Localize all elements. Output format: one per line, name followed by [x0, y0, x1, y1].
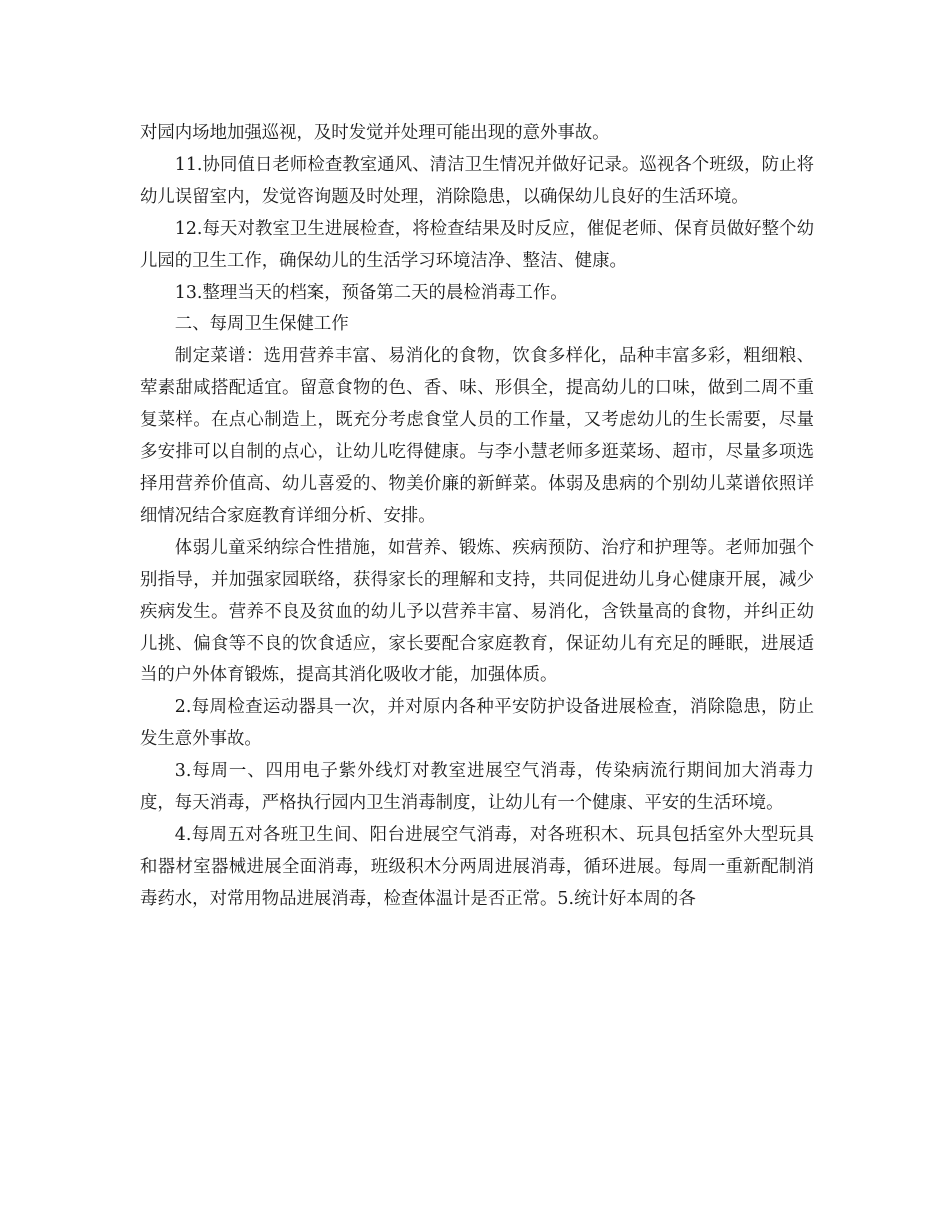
paragraph-item-3: 3.每周一、四用电子紫外线灯对教室进展空气消毒，传染病流行期间加大消毒力度，每天消毒，严格执行园内卫生消毒制度，让幼儿有一个健康、平安的生活环境。 — [140, 761, 814, 814]
paragraph-item-2: 2.每周检查运动器具一次，并对原内各种平安防护设备进展检查，消除隐患，防止发生意外事故。 — [140, 697, 814, 750]
paragraph-menu: 制定菜谱：选用营养丰富、易消化的食物，饮食多样化，品种丰富多彩，粗细粮、荤素甜咸搭配适宜。留意食物的色、香、味、形俱全，提高幼儿的口味，做到二周不重复菜样。在点心制造上，既充分考虑食堂人员的工作量，又考虑幼儿的生长需要，尽量多安排可以自制的点心，让幼儿吃得健康。与李小慧老师多逛菜场、超市，尽量多项选择用营养价值高、幼儿喜爱的、物美价廉的新鲜菜。体弱及患病的个别幼儿菜谱依照详细情况结合家庭教育详细分析、安排。 — [140, 346, 814, 526]
paragraph-weak-children: 体弱儿童采纳综合性措施，如营养、锻炼、疾病预防、治疗和护理等。老师加强个别指导，并加强家园联络，获得家长的理解和支持，共同促进幼儿身心健康开展，减少疾病发生。营养不良及贫血的幼儿予以营养丰富、易消化，含铁量高的食物，并纠正幼儿挑、偏食等不良的饮食适应，家长要配合家庭教育，保证幼儿有充足的睡眠，进展适当的户外体育锻炼，提高其消化吸收才能，加强体质。 — [140, 537, 814, 686]
paragraph-2: 11.协同值日老师检查教室通风、清洁卫生情况并做好记录。巡视各个班级，防止将幼儿误留室内，发觉咨询题及时处理，消除隐患，以确保幼儿良好的生活环境。 — [140, 154, 814, 207]
paragraph-4: 13.整理当天的档案，预备第二天的晨检消毒工作。 — [174, 282, 568, 303]
paragraph-item-4: 4.每周五对各班卫生间、阳台进展空气消毒，对各班积木、玩具包括室外大型玩具和器材室器械进展全面消毒，班级积木分两周进展消毒，循环进展。每周一重新配制消毒药水，对常用物品进展消毒，检查体温计是否正常。5.统计好本周的各 — [140, 824, 814, 909]
paragraph-1: 对园内场地加强巡视，及时发觉并处理可能出现的意外事故。 — [140, 123, 610, 143]
paragraph-3: 12.每天对教室卫生进展检查，将检查结果及时反应，催促老师、保育员做好整个幼儿园的卫生工作，确保幼儿的生活学习环境洁净、整洁、健康。 — [140, 218, 814, 271]
section-heading: 二、每周卫生保健工作 — [174, 314, 349, 335]
document-body — [140, 118, 814, 916]
